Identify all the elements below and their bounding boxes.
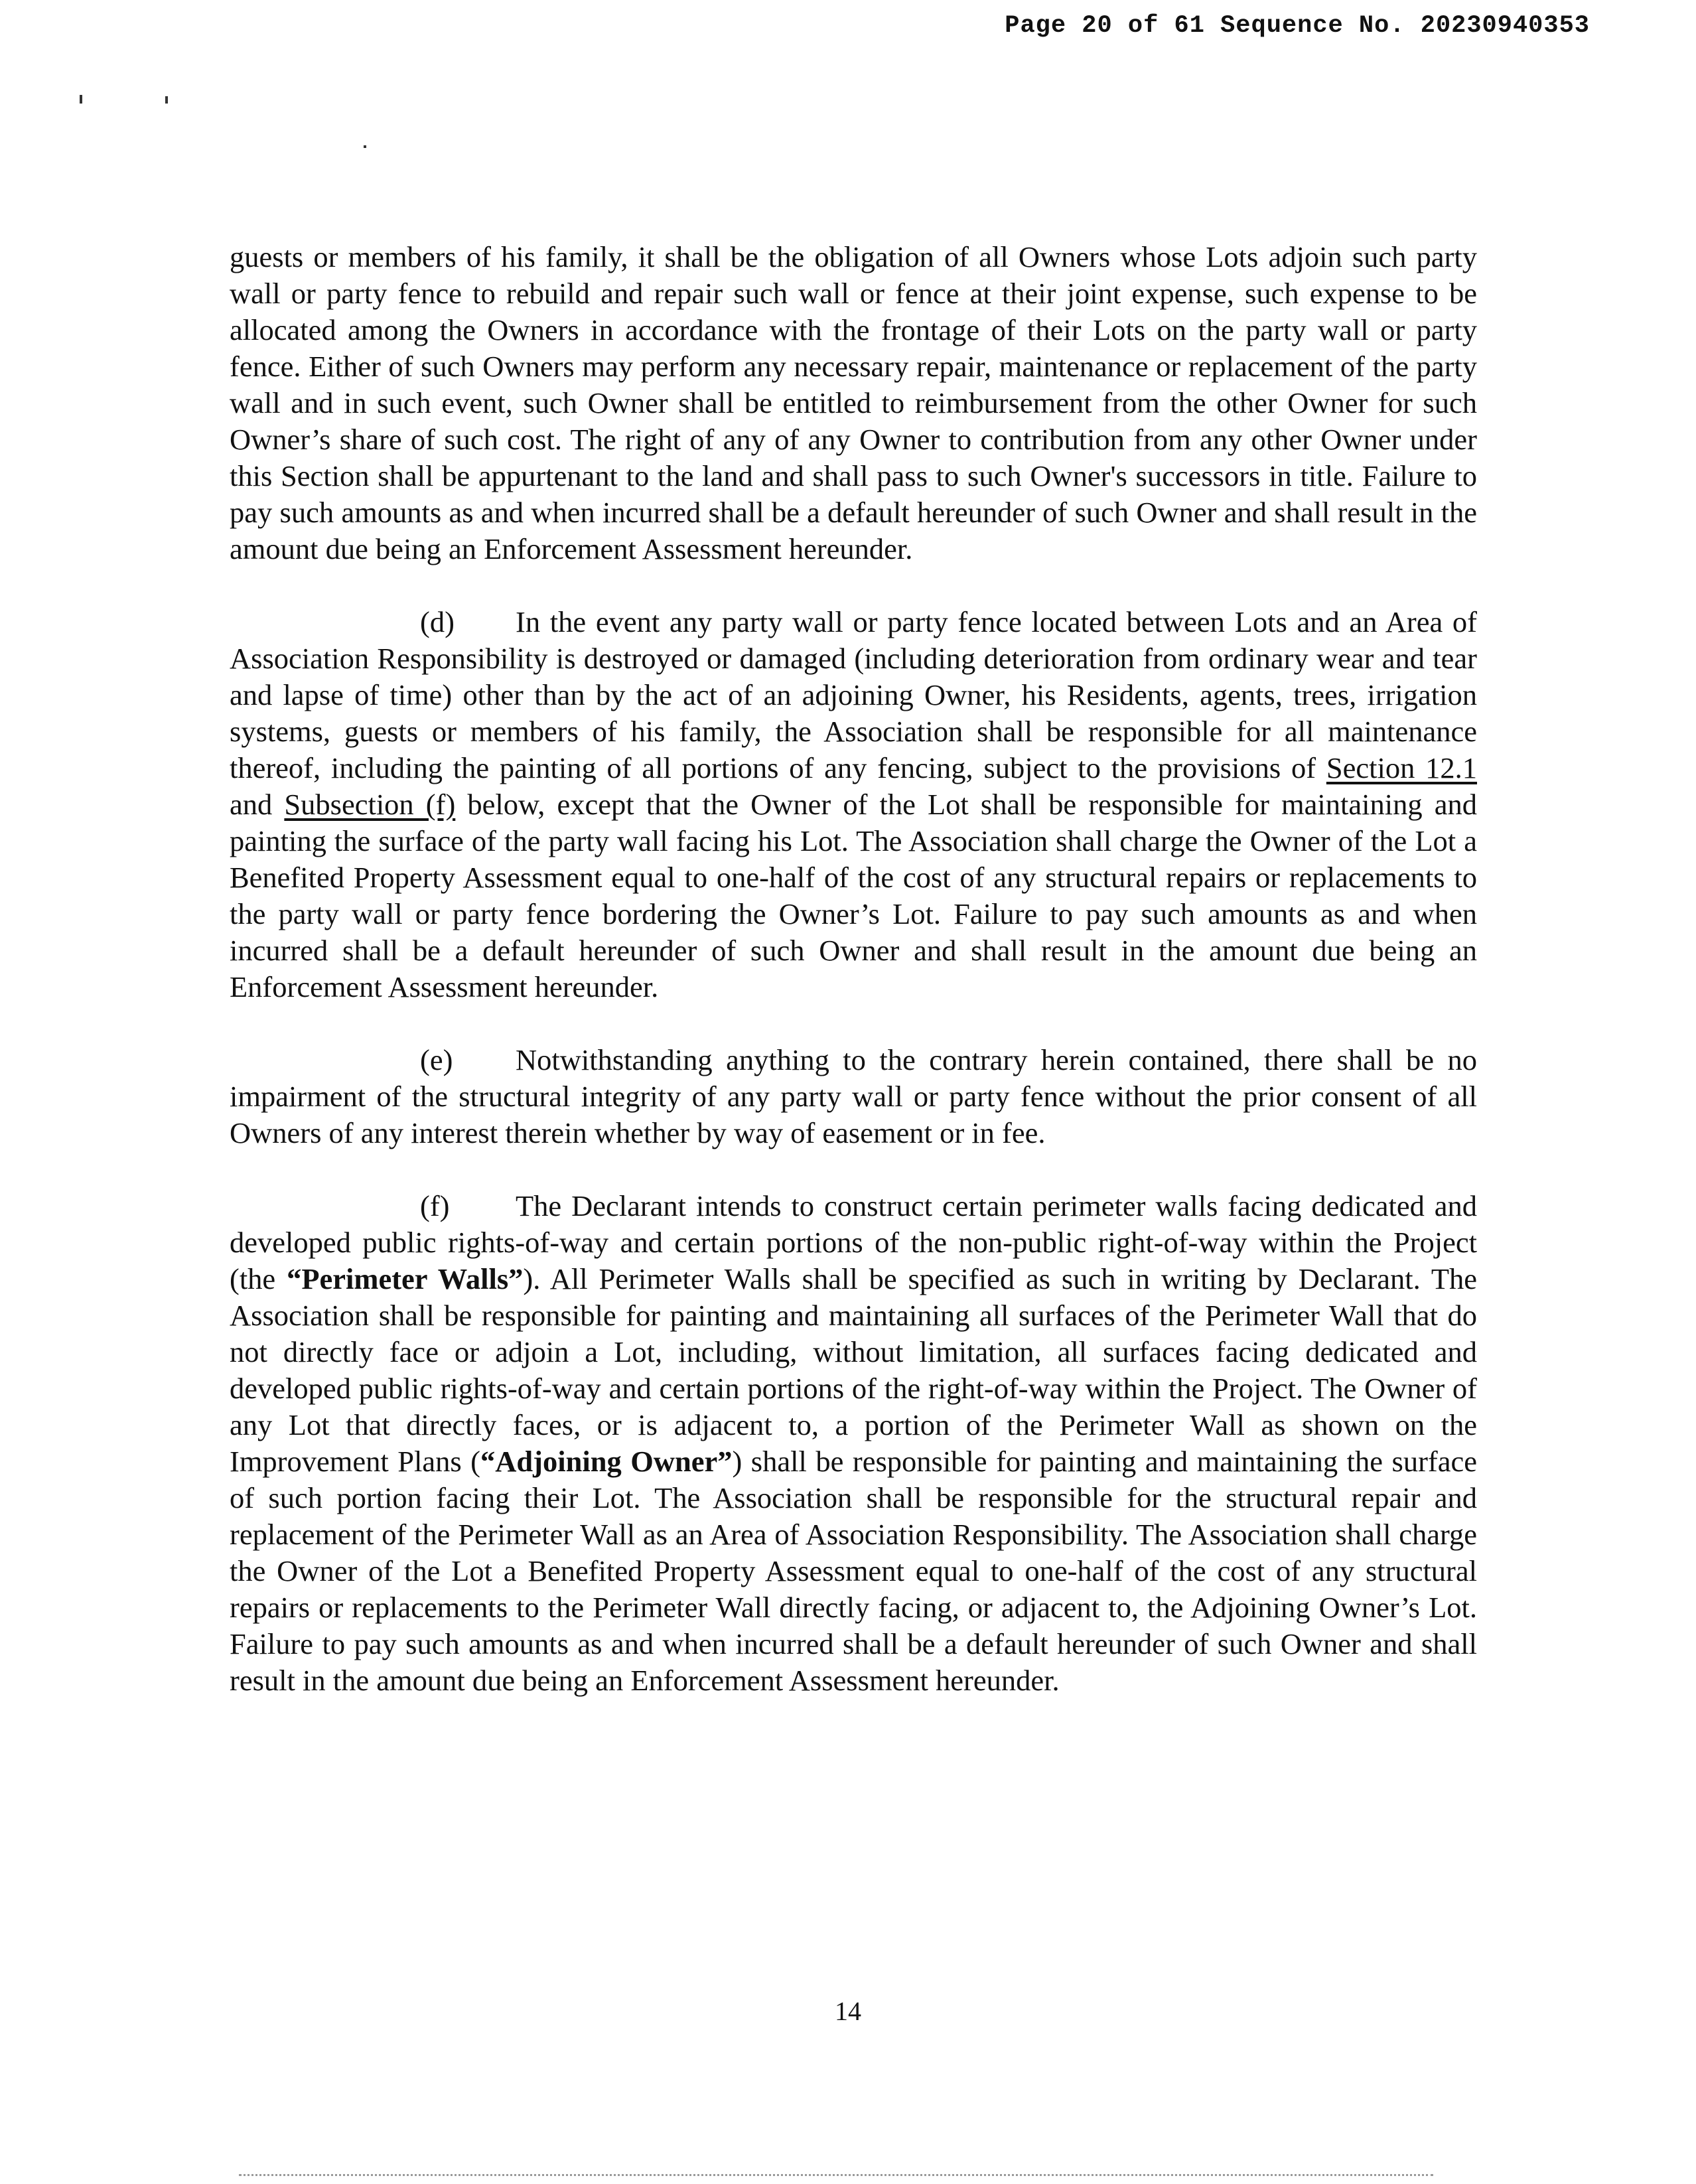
subsection-d [230, 604, 1477, 1005]
subsection-text: ). All Perimeter Walls shall be specified as such in writing by Declarant. The Association shall be responsible for painting and maintaining all surfaces of the Perimeter Wall that do not directly face or adjoin a Lot, including, without limitation, all surfaces facing dedicated and developed public rights-of-way and certain portions of the right-of-way within the Project. The Owner of any Lot that directly faces, or is adjacent to, a portion of the Perimeter Wall as shown on the Improvement Plans ( [230, 1262, 1478, 1478]
subsection-reference: Subsection (f) [284, 788, 456, 821]
subsection-text: In the event any party wall or party fence located between Lots and an Area of Association Responsibility is destroyed or damaged (including deterioration from ordinary wear and tear and lapse of time) other than by the act of an adjoining Owner, his Residents, agents, trees, irrigation systems, guests or members of his family, the Association shall be responsible for all maintenance thereof, including the painting of all portions of any fencing, subject to the provisions of [230, 605, 1477, 784]
scan-edge-artifact [239, 2174, 1433, 2176]
subsection-f [230, 1188, 1477, 1699]
recording-stamp: Page 20 of 61 Sequence No. 20230940353 [1005, 12, 1590, 40]
subsection-text: below, except that the Owner of the Lot shall be responsible for maintaining and painting the surface of the party wall facing his Lot. The Association shall charge the Owner of the Lot a Benefited Property Assessment equal to one-half of the cost of any structural repairs or replacements to the party wall or party fence bordering the Owner’s Lot. Failure to pay such amounts as and when incurred shall be a default hereunder of such Owner and shall result in the amount due being an Enforcement Assessment hereunder. [230, 788, 1477, 1003]
section-reference: Section 12.1 [1326, 751, 1477, 784]
page-number: 14 [835, 1996, 861, 2026]
subsection-text: The Declarant intends to construct certain perimeter walls facing dedicated and developed public rights-of-way and certain portions of the non-public right-of-way within the Project (the [230, 1189, 1477, 1295]
subsection-marker: (d) [420, 605, 455, 638]
subsection-marker: (f) [420, 1189, 450, 1222]
subsection-text: and [230, 788, 285, 821]
scan-speck [80, 95, 82, 104]
scan-speck [165, 96, 168, 104]
defined-term: “Perimeter Walls” [287, 1262, 524, 1295]
subsection-marker: (e) [420, 1043, 453, 1076]
scan-speck [364, 145, 366, 148]
subsection-e [230, 1042, 1477, 1151]
document-body [230, 239, 1477, 1735]
defined-term: “Adjoining Owner” [480, 1445, 733, 1478]
subsection-text: ) shall be responsible for painting and maintaining the surface of such portion facing their Lot. The Association shall be responsible for the structural repair and replacement of the Perimeter Wall as an Area of Association Responsibility. The Association shall charge the Owner of the Lot a Benefited Property Assessment equal to one-half of the cost of any structural repairs or replacements to the Perimeter Wall directly facing, or adjacent to, the Adjoining Owner’s Lot. Failure to pay such amounts as and when incurred shall be a default hereunder of such Owner and shall result in the amount due being an Enforcement Assessment hereunder. [230, 1445, 1477, 1697]
subsection-text: Notwithstanding anything to the contrary herein contained, there shall be no impairment of the structural integrity of any party wall or party fence without the prior consent of all Owners of any interest therein whether by way of easement or in fee. [230, 1043, 1477, 1149]
paragraph-continuation: guests or members of his family, it shall be the obligation of all Owners whose Lots adjoin such party wall or party fence to rebuild and repair such wall or fence at their joint expense, such expense to be allocated among the Owners in accordance with the frontage of their Lots on the party wall or party fence. Either of such Owners may perform any necessary repair, maintenance or replacement of the party wall and in such event, such Owner shall be entitled to reimbursement from the other Owner for such Owner’s share of such cost. The right of any of any Owner to contribution from any other Owner under this Section shall be appurtenant to the land and shall pass to such Owner's successors in title. Failure to pay such amounts as and when incurred shall be a default hereunder of such Owner and shall result in the amount due being an Enforcement Assessment hereunder. [230, 240, 1477, 565]
